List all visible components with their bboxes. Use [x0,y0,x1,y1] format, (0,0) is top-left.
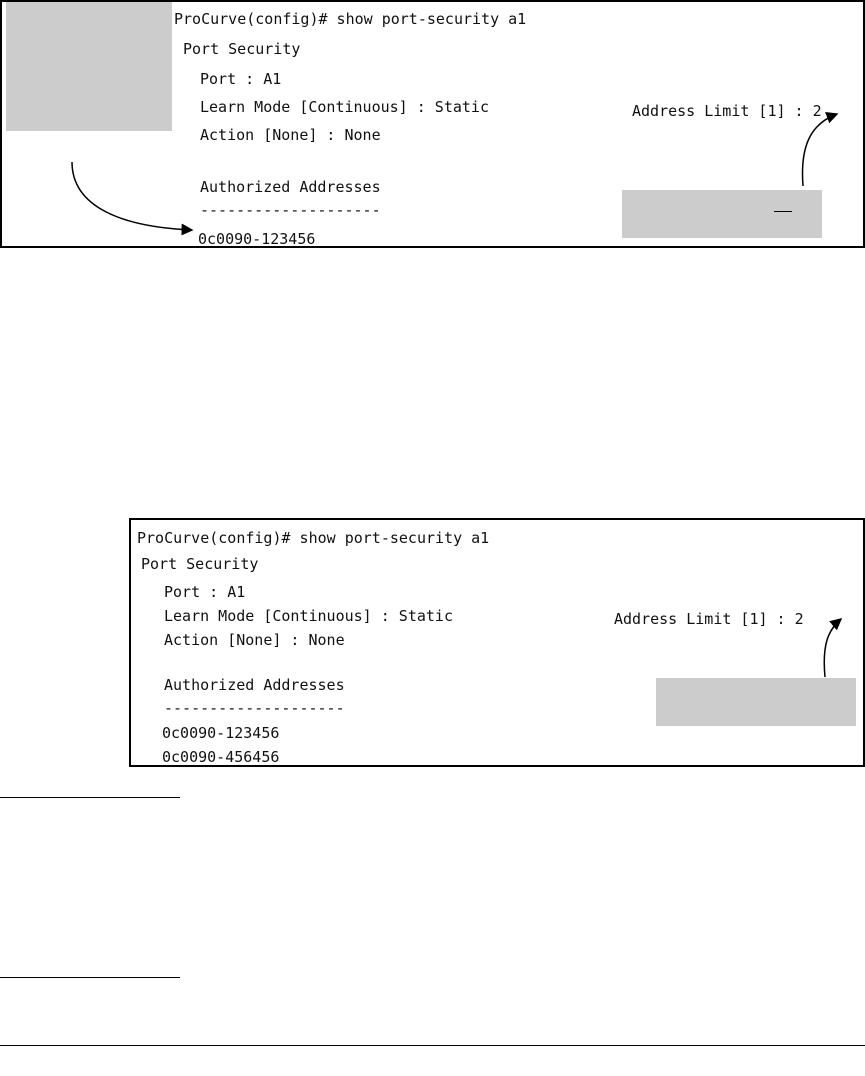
terminal-screenshot-2 [129,518,865,767]
authorized-address: 0c0090-456456 [162,748,280,766]
separator-line: -------------------- [164,699,345,717]
address-limit-line: Address Limit [1] : 2 [632,102,822,120]
command-prompt: ProCurve(config)# show port-security a1 [137,529,490,547]
authorized-heading: Authorized Addresses [164,676,345,694]
authorized-address: 0c0090-123456 [198,230,316,248]
callout-underline [774,211,792,212]
port-line: Port : A1 [200,70,282,88]
arrow-to-limit [824,619,841,677]
callout-box-right [622,190,822,238]
callout-box-left [6,2,172,131]
port-line: Port : A1 [164,583,246,601]
callout-box-right [656,678,856,726]
horizontal-rule [0,977,180,978]
arrow-to-address [72,162,192,230]
section-heading: Port Security [183,40,301,58]
learn-mode-line: Learn Mode [Continuous] : Static [200,98,489,116]
authorized-address: 0c0090-123456 [162,724,280,742]
horizontal-rule [0,797,180,798]
section-heading: Port Security [141,555,259,573]
address-limit-line: Address Limit [1] : 2 [614,610,804,628]
arrow-to-limit [802,114,837,186]
action-line: Action [None] : None [164,631,345,649]
learn-mode-line: Learn Mode [Continuous] : Static [164,607,453,625]
terminal-screenshot-1 [0,0,865,248]
command-prompt: ProCurve(config)# show port-security a1 [174,10,527,28]
action-line: Action [None] : None [200,126,381,144]
footer-rule [0,1045,865,1046]
separator-line: -------------------- [200,201,381,219]
authorized-heading: Authorized Addresses [200,178,381,196]
